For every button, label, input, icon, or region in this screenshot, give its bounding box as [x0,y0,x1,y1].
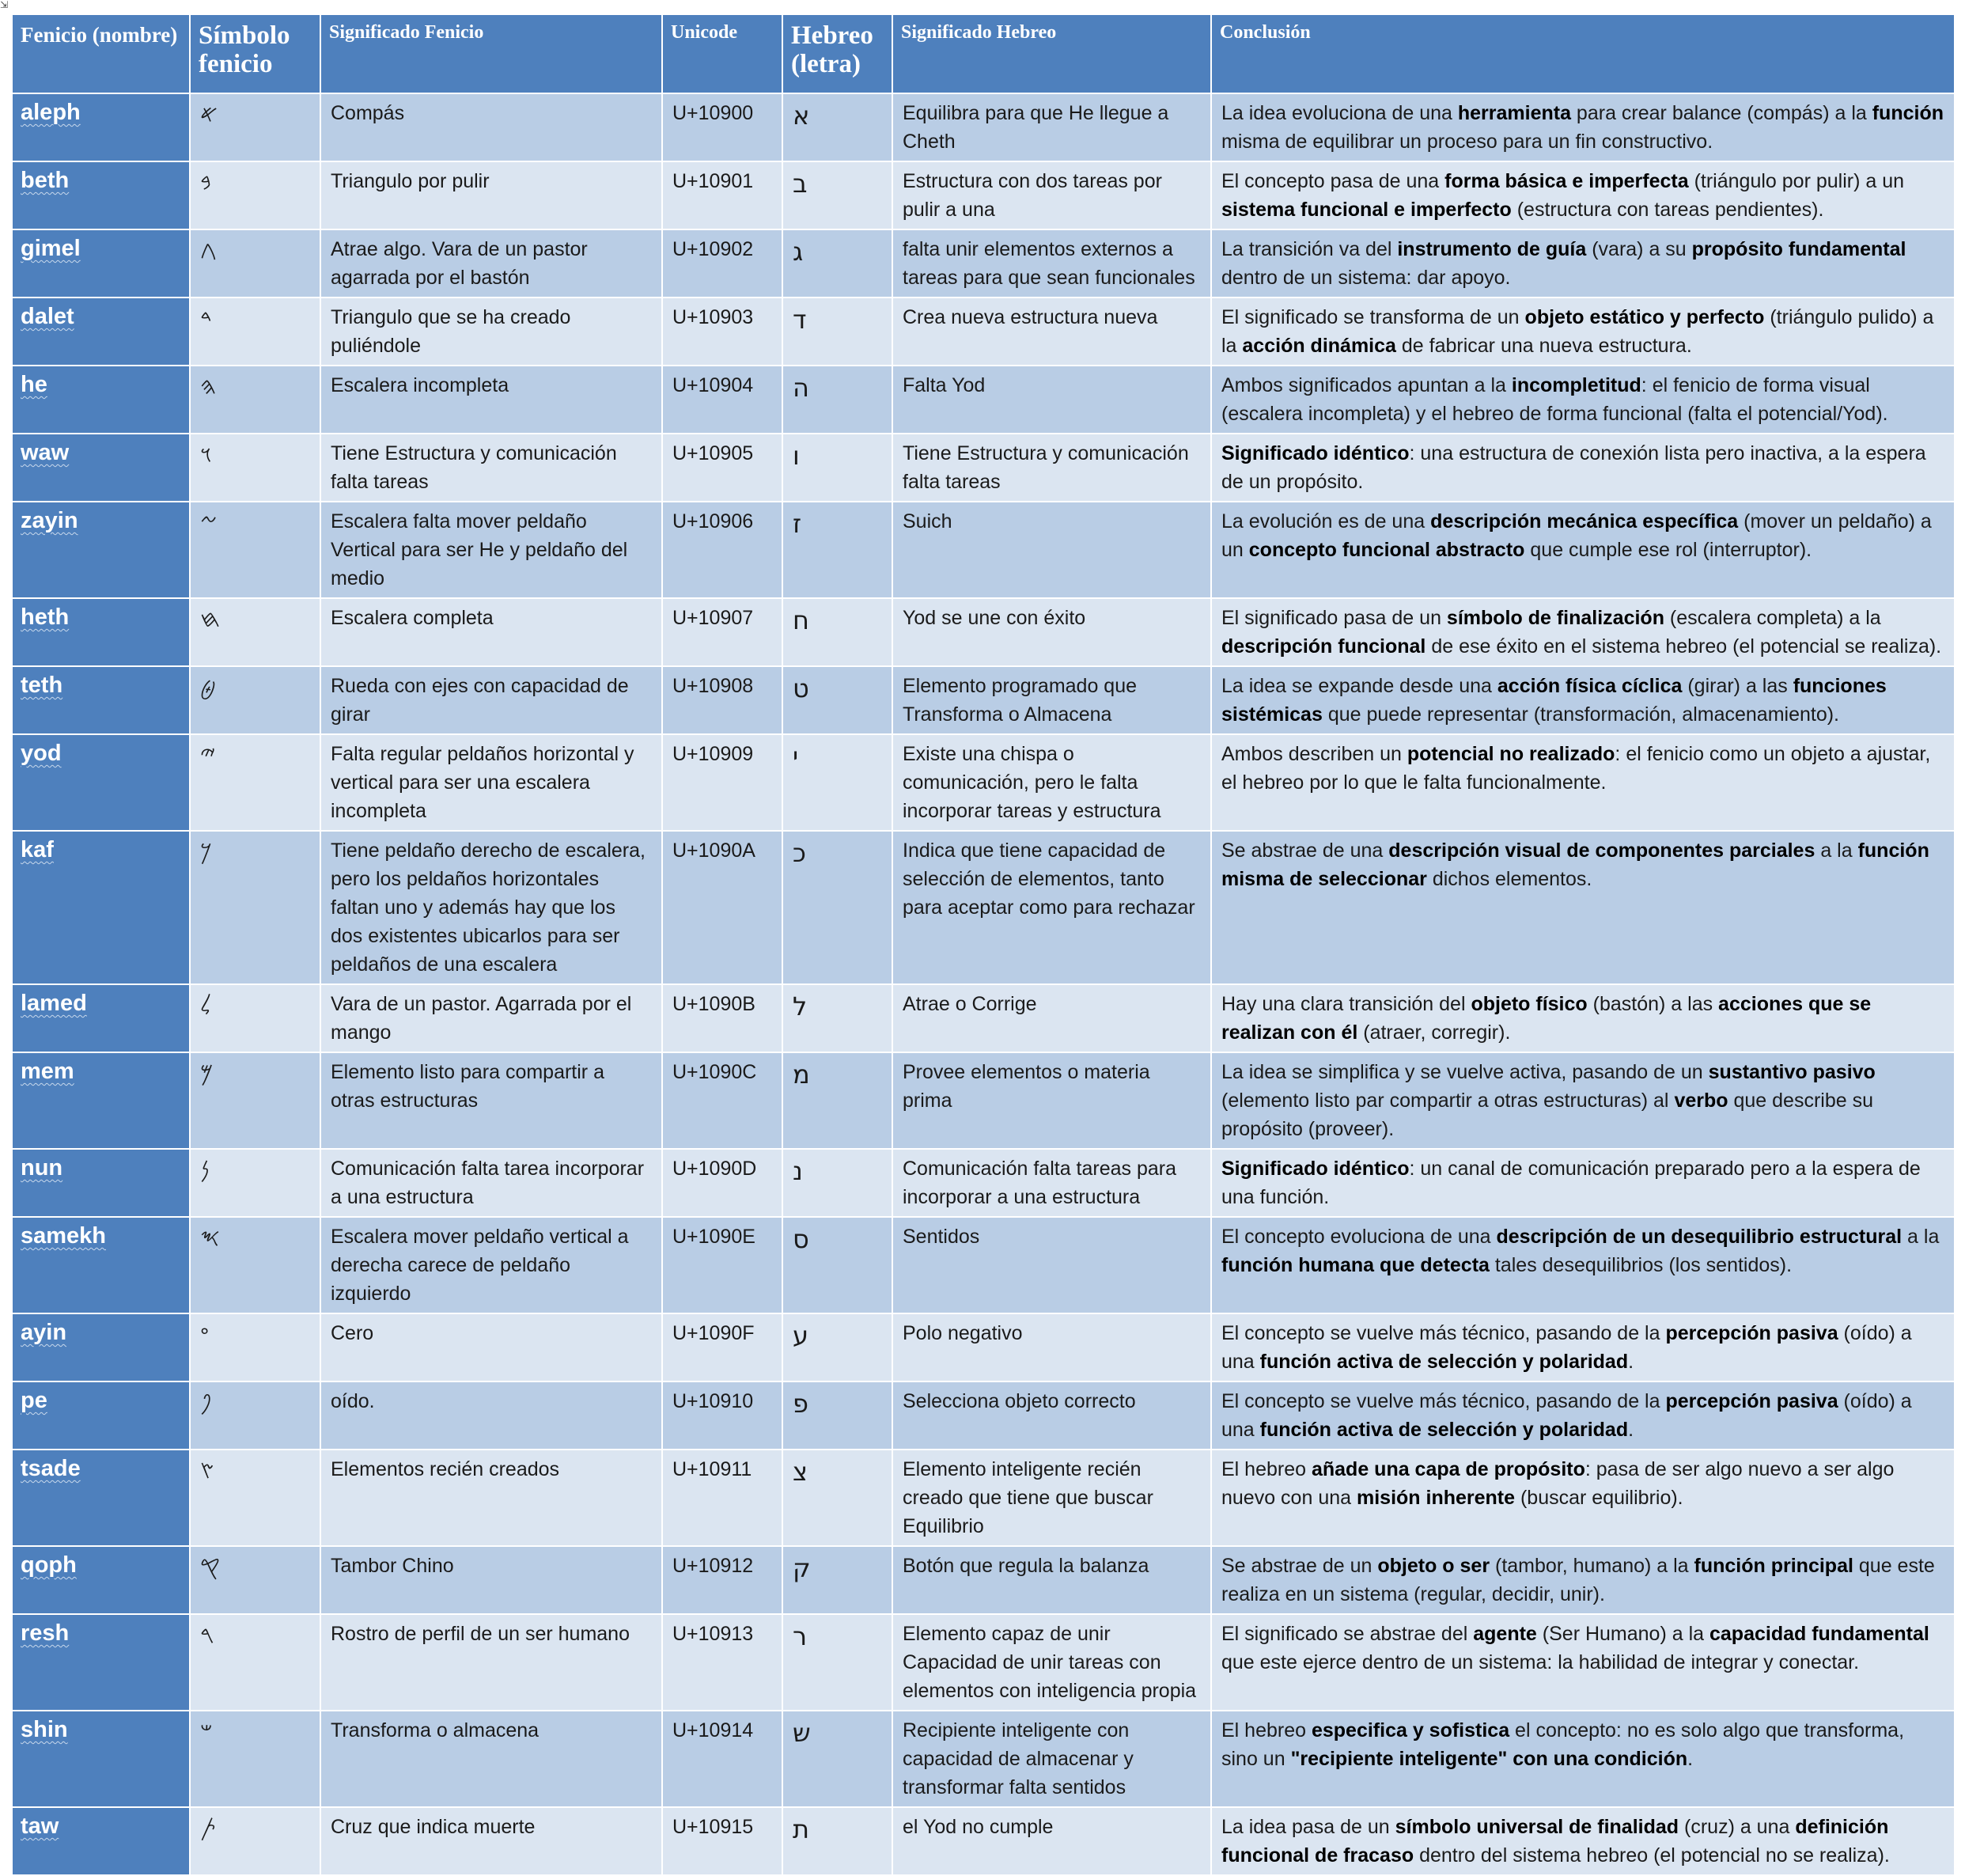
header-row [12,14,1955,93]
hebrew-letter: ש [782,1711,892,1807]
phoenician-name: waw [12,434,190,502]
conclusion-bold-text: sustantivo pasivo [1708,1061,1876,1083]
conclusion [1211,1381,1955,1450]
conclusion [1211,1711,1955,1807]
conclusion-bold-text: descripción funcional [1221,635,1426,658]
phoenician-meaning: Falta regular peldaños horizontal y vertical para ser una escalera incompleta [320,734,662,831]
unicode-code: U+10901 [662,161,782,229]
phoenician-symbol: 𐤒 [190,1546,320,1614]
hebrew-letter: ד [782,298,892,366]
unicode-code: U+10903 [662,298,782,366]
conclusion-text: (girar) a las [1682,675,1793,697]
hebrew-letter: ע [782,1313,892,1381]
conclusion [1211,502,1955,598]
conclusion-bold-text: función activa de selección y polaridad [1259,1419,1629,1441]
conclusion-text: que este realiza en un sistema (regular, decidir, unir). [1221,1555,1935,1605]
conclusion-text: El significado se transforma de un [1221,306,1525,328]
hebrew-letter: פ [782,1381,892,1450]
hebrew-meaning: Comunicación falta tareas para incorporar a una estructura [892,1149,1211,1217]
phoenician-symbol: 𐤇 [190,598,320,666]
conclusion [1211,434,1955,502]
unicode-code: U+1090B [662,984,782,1052]
table-row [12,1614,1955,1711]
conclusion-bold-text: "recipiente inteligente" con una condición [1290,1748,1688,1770]
hebrew-meaning: Equilibra para que He llegue a Cheth [892,93,1211,161]
conclusion [1211,366,1955,434]
hebrew-letter: מ [782,1052,892,1149]
phoenician-symbol: 𐤐 [190,1381,320,1450]
unicode-code: U+10913 [662,1614,782,1711]
hebrew-meaning: Provee elementos o materia prima [892,1052,1211,1149]
conclusion [1211,1149,1955,1217]
phoenician-meaning: Comunicación falta tarea incorporar a una estructura [320,1149,662,1217]
phoenician-meaning: Tiene Estructura y comunicación falta tareas [320,434,662,502]
hebrew-letter: ס [782,1217,892,1313]
table-row [12,1546,1955,1614]
conclusion-text: dentro del sistema hebreo (el potencial no se realiza). [1414,1844,1890,1867]
conclusion-bold-text: función activa de selección y polaridad [1259,1351,1629,1373]
phoenician-symbol: 𐤑 [190,1450,320,1546]
conclusion [1211,298,1955,366]
unicode-code: U+10906 [662,502,782,598]
hebrew-meaning: Estructura con dos tareas por pulir a una [892,161,1211,229]
phoenician-symbol: 𐤏 [190,1313,320,1381]
phoenician-meaning: Escalera incompleta [320,366,662,434]
conclusion-bold-text: potencial no realizado [1407,743,1615,765]
conclusion-text: (Ser Humano) a la [1536,1623,1709,1645]
conclusion-bold-text: percepción pasiva [1665,1390,1838,1412]
conclusion-bold-text: función [1872,102,1944,124]
conclusion-bold-text: Significado idéntico [1221,1158,1410,1180]
conclusion-text: que cumple ese rol (interruptor). [1524,539,1812,561]
hebrew-letter: ט [782,666,892,734]
table-row [12,1052,1955,1149]
phoenician-meaning: Cruz que indica muerte [320,1807,662,1875]
conclusion-text: Ambos describen un [1221,743,1407,765]
hebrew-letter: צ [782,1450,892,1546]
conclusion-bold-text: propósito fundamental [1691,238,1906,260]
conclusion-text: El concepto evoluciona de una [1221,1226,1497,1248]
phoenician-meaning: Rueda con ejes con capacidad de girar [320,666,662,734]
table-row [12,984,1955,1052]
conclusion-text: . [1628,1419,1634,1441]
table-row [12,434,1955,502]
table-row [12,502,1955,598]
conclusion [1211,1217,1955,1313]
header-unicode: Unicode [662,14,782,93]
conclusion-bold-text: incompletitud [1511,374,1641,396]
phoenician-name: zayin [12,502,190,598]
phoenician-name: teth [12,666,190,734]
phoenician-meaning: Triangulo que se ha creado puliéndole [320,298,662,366]
hebrew-letter: ת [782,1807,892,1875]
conclusion-bold-text: símbolo de finalización [1446,607,1664,629]
conclusion-text: La transición va del [1221,238,1398,260]
hebrew-letter: נ [782,1149,892,1217]
hebrew-meaning: Tiene Estructura y comunicación falta tareas [892,434,1211,502]
unicode-code: U+10911 [662,1450,782,1546]
hebrew-letter: כ [782,831,892,984]
hebrew-meaning: Recipiente inteligente con capacidad de almacenar y transformar falta sentidos [892,1711,1211,1807]
phoenician-meaning: Tambor Chino [320,1546,662,1614]
unicode-code: U+1090D [662,1149,782,1217]
table-row [12,1313,1955,1381]
phoenician-name: gimel [12,229,190,298]
conclusion-text: (triángulo pulido) a la [1221,306,1934,357]
header-fenicio-nombre: Fenicio (nombre) [12,14,190,93]
conclusion-text: (vara) a su [1586,238,1692,260]
conclusion-text: (bastón) a las [1587,993,1719,1015]
table-row [12,666,1955,734]
hebrew-meaning: el Yod no cumple [892,1807,1211,1875]
table-move-handle-icon[interactable]: ⇲ [0,0,9,10]
header-conclusion: Conclusión [1211,14,1955,93]
phoenician-meaning: Triangulo por pulir [320,161,662,229]
phoenician-name: tsade [12,1450,190,1546]
conclusion-bold-text: instrumento de guía [1397,238,1587,260]
phoenician-meaning: Escalera mover peldaño vertical a derecha carece de peldaño izquierdo [320,1217,662,1313]
unicode-code: U+1090E [662,1217,782,1313]
phoenician-name: mem [12,1052,190,1149]
conclusion [1211,734,1955,831]
phoenician-name: taw [12,1807,190,1875]
conclusion-bold-text: objeto físico [1471,993,1588,1015]
phoenician-symbol: 𐤉 [190,734,320,831]
table-row [12,161,1955,229]
conclusion-text: el concepto: no es solo algo que transforma, sino un [1221,1719,1905,1770]
phoenician-meaning: Tiene peldaño derecho de escalera, pero los peldaños horizontales faltan uno y además hay que los dos existentes ubicarlos para ser peldaños de una escalera [320,831,662,984]
conclusion-bold-text: definición funcional de fracaso [1221,1816,1889,1867]
conclusion [1211,1614,1955,1711]
conclusion-text: La idea pasa de un [1221,1816,1395,1838]
conclusion-text: : una estructura de conexión lista pero inactiva, a la espera de un propósito. [1221,442,1926,493]
header-significado-hebreo: Significado Hebreo [892,14,1211,93]
conclusion [1211,1313,1955,1381]
hebrew-letter: א [782,93,892,161]
unicode-code: U+10902 [662,229,782,298]
unicode-code: U+1090C [662,1052,782,1149]
conclusion-text: La idea evoluciona de una [1221,102,1458,124]
table-row [12,1450,1955,1546]
hebrew-meaning: Yod se une con éxito [892,598,1211,666]
hebrew-letter: י [782,734,892,831]
conclusion-bold-text: objeto o ser [1377,1555,1490,1577]
table-row [12,598,1955,666]
phoenician-symbol: 𐤁 [190,161,320,229]
phoenician-name: ayin [12,1313,190,1381]
conclusion-text: (atraer, corregir). [1357,1021,1511,1044]
hebrew-letter: ו [782,434,892,502]
hebrew-meaning: Suich [892,502,1211,598]
conclusion [1211,1450,1955,1546]
conclusion-text: dichos elementos. [1426,868,1592,890]
conclusion-text: Se abstrae de un [1221,1555,1378,1577]
conclusion-text: que describe su propósito (proveer). [1221,1090,1873,1140]
phoenician-symbol: 𐤕 [190,1807,320,1875]
hebrew-meaning: Polo negativo [892,1313,1211,1381]
hebrew-letter: ל [782,984,892,1052]
phoenician-meaning: Vara de un pastor. Agarrada por el mango [320,984,662,1052]
conclusion [1211,666,1955,734]
conclusion-text: (escalera completa) a la [1664,607,1881,629]
phoenician-meaning: Elementos recién creados [320,1450,662,1546]
phoenician-name: yod [12,734,190,831]
table-row [12,366,1955,434]
conclusion [1211,161,1955,229]
conclusion-text: (mover un peldaño) a un [1221,510,1932,561]
phoenician-symbol: 𐤃 [190,298,320,366]
phoenician-symbol: 𐤔 [190,1711,320,1807]
phoenician-meaning: Compás [320,93,662,161]
unicode-code: U+1090F [662,1313,782,1381]
conclusion-text: Ambos significados apuntan a la [1221,374,1512,396]
conclusion-bold-text: función misma de seleccionar [1221,839,1929,890]
conclusion-bold-text: descripción de un desequilibrio estructural [1496,1226,1903,1248]
phoenician-name: heth [12,598,190,666]
conclusion-bold-text: capacidad fundamental [1709,1623,1929,1645]
hebrew-meaning: Crea nueva estructura nueva [892,298,1211,366]
phoenician-name: he [12,366,190,434]
table-row [12,1381,1955,1450]
phoenician-meaning: Cero [320,1313,662,1381]
conclusion-bold-text: especifica y sofistica [1311,1719,1510,1741]
hebrew-meaning: Elemento programado que Transforma o Almacena [892,666,1211,734]
conclusion-text: misma de equilibrar un proceso para un fin constructivo. [1221,131,1713,153]
conclusion [1211,831,1955,984]
conclusion [1211,93,1955,161]
header-significado-fenicio: Significado Fenicio [320,14,662,93]
conclusion [1211,984,1955,1052]
conclusion-text: (cruz) a una [1679,1816,1796,1838]
phoenician-name: nun [12,1149,190,1217]
phoenician-name: shin [12,1711,190,1807]
phoenician-name: aleph [12,93,190,161]
hebrew-letter: ז [782,502,892,598]
phoenician-symbol: 𐤎 [190,1217,320,1313]
hebrew-meaning: Sentidos [892,1217,1211,1313]
phoenician-name: pe [12,1381,190,1450]
conclusion-bold-text: acción dinámica [1242,335,1396,357]
table-row [12,1807,1955,1875]
unicode-code: U+10905 [662,434,782,502]
phoenician-symbol: 𐤅 [190,434,320,502]
conclusion-bold-text: función principal [1694,1555,1853,1577]
conclusion-bold-text: descripción mecánica específica [1430,510,1739,532]
phoenician-symbol: 𐤌 [190,1052,320,1149]
conclusion-text: Hay una clara transición del [1221,993,1471,1015]
conclusion-text: (elemento listo par compartir a otras estructuras) al [1221,1090,1675,1112]
conclusion-text: . [1687,1748,1694,1770]
conclusion-bold-text: objeto estático y perfecto [1524,306,1765,328]
conclusion-text: de fabricar una nueva estructura. [1395,335,1692,357]
hebrew-meaning: Falta Yod [892,366,1211,434]
phoenician-name: samekh [12,1217,190,1313]
phoenician-name: resh [12,1614,190,1711]
conclusion-bold-text: Significado idéntico [1221,442,1410,464]
conclusion-bold-text: concepto funcional abstracto [1248,539,1525,561]
phoenician-meaning: Elemento listo para compartir a otras estructuras [320,1052,662,1149]
conclusion-text: : el fenicio de forma visual (escalera incompleta) y el hebreo de forma funcional (falta el potencial/Yod). [1221,374,1888,425]
conclusion-text: (tambor, humano) a la [1490,1555,1694,1577]
unicode-code: U+1090A [662,831,782,984]
unicode-code: U+10915 [662,1807,782,1875]
conclusion-bold-text: descripción visual de componentes parciales [1388,839,1815,862]
conclusion-text: dentro de un sistema: dar apoyo. [1221,267,1511,289]
table-row [12,93,1955,161]
table-row [12,229,1955,298]
phoenician-symbol: 𐤀 [190,93,320,161]
conclusion [1211,1546,1955,1614]
unicode-code: U+10912 [662,1546,782,1614]
hebrew-meaning: Elemento capaz de unir Capacidad de unir tareas con elementos con inteligencia propia [892,1614,1211,1711]
hebrew-meaning: Atrae o Corrige [892,984,1211,1052]
phoenician-meaning: Rostro de perfil de un ser humano [320,1614,662,1711]
conclusion-text: (triángulo por pulir) a un [1688,170,1905,192]
conclusion-text: a la [1902,1226,1940,1248]
conclusion-text: La evolución es de una [1221,510,1431,532]
phoenician-meaning: Escalera falta mover peldaño Vertical para ser He y peldaño del medio [320,502,662,598]
hebrew-meaning: Existe una chispa o comunicación, pero le falta incorporar tareas y estructura [892,734,1211,831]
unicode-code: U+10910 [662,1381,782,1450]
conclusion-text: El hebreo [1221,1458,1312,1480]
conclusion-bold-text: acciones que se realizan con él [1221,993,1872,1044]
conclusion-bold-text: verbo [1674,1090,1728,1112]
hebrew-letter: ק [782,1546,892,1614]
conclusion-text: . [1628,1351,1634,1373]
hebrew-meaning: Selecciona objeto correcto [892,1381,1211,1450]
conclusion-text: (oído) a una [1221,1322,1912,1373]
phoenician-meaning: Transforma o almacena [320,1711,662,1807]
table-row [12,734,1955,831]
conclusion-bold-text: misión inherente [1356,1487,1516,1509]
hebrew-meaning: falta unir elementos externos a tareas para que sean funcionales [892,229,1211,298]
conclusion [1211,1052,1955,1149]
conclusion-text: (oído) a una [1221,1390,1912,1441]
phoenician-symbol: 𐤄 [190,366,320,434]
conclusion-bold-text: símbolo universal de finalidad [1395,1816,1679,1838]
conclusion-text: El concepto se vuelve más técnico, pasando de la [1221,1322,1666,1344]
conclusion [1211,598,1955,666]
table-row [12,1217,1955,1313]
header-hebreo-letra: Hebreo (letra) [782,14,892,93]
conclusion [1211,1807,1955,1875]
conclusion-bold-text: acción física cíclica [1497,675,1683,697]
phoenician-symbol: 𐤆 [190,502,320,598]
conclusion-bold-text: percepción pasiva [1665,1322,1838,1344]
hebrew-letter: ח [782,598,892,666]
phoenician-name: qoph [12,1546,190,1614]
conclusion [1211,229,1955,298]
conclusion-text: Se abstrae de una [1221,839,1389,862]
unicode-code: U+10908 [662,666,782,734]
phoenician-meaning: oído. [320,1381,662,1450]
table-body [12,93,1955,1875]
table-row [12,298,1955,366]
phoenician-symbol: 𐤂 [190,229,320,298]
phoenician-symbol: 𐤋 [190,984,320,1052]
unicode-code: U+10907 [662,598,782,666]
conclusion-text: de ese éxito en el sistema hebreo (el potencial se realiza). [1425,635,1942,658]
unicode-code: U+10900 [662,93,782,161]
conclusion-text: El hebreo [1221,1719,1312,1741]
conclusion-text: El significado se abstrae del [1221,1623,1474,1645]
hebrew-letter: ה [782,366,892,434]
hebrew-meaning: Botón que regula la balanza [892,1546,1211,1614]
conclusion-bold-text: funciones sistémicas [1221,675,1887,726]
unicode-code: U+10904 [662,366,782,434]
hebrew-letter: ג [782,229,892,298]
conclusion-text: : el fenicio como un objeto a ajustar, el hebreo por lo que le falta funcionalmente. [1221,743,1931,794]
conclusion-text: : pasa de ser algo nuevo a ser algo nuevo con una [1221,1458,1895,1509]
phoenician-symbol: 𐤈 [190,666,320,734]
phoenician-name: lamed [12,984,190,1052]
phoenician-symbol: 𐤍 [190,1149,320,1217]
conclusion-text: La idea se simplifica y se vuelve activa, pasando de un [1221,1061,1709,1083]
conclusion-text: a la [1815,839,1858,862]
table-row [12,831,1955,984]
conclusion-bold-text: forma básica e imperfecta [1444,170,1689,192]
phoenician-meaning: Escalera completa [320,598,662,666]
conclusion-bold-text: función humana que detecta [1221,1254,1490,1276]
conclusion-bold-text: añade una capa de propósito [1311,1458,1585,1480]
phoenician-hebrew-table [11,13,1956,1876]
conclusion-bold-text: herramienta [1457,102,1571,124]
phoenician-name: kaf [12,831,190,984]
conclusion-text: La idea se expande desde una [1221,675,1497,697]
unicode-code: U+10909 [662,734,782,831]
phoenician-symbol: 𐤓 [190,1614,320,1711]
phoenician-name: dalet [12,298,190,366]
unicode-code: U+10914 [662,1711,782,1807]
conclusion-text: : un canal de comunicación preparado pero a la espera de una función. [1221,1158,1921,1208]
hebrew-meaning: Indica que tiene capacidad de selección de elementos, tanto para aceptar como para rechazar [892,831,1211,984]
table-row [12,1149,1955,1217]
conclusion-text: (estructura con tareas pendientes). [1511,199,1824,221]
conclusion-text: para crear balance (compás) a la [1570,102,1872,124]
conclusion-text: tales desequilibrios (los sentidos). [1489,1254,1793,1276]
conclusion-bold-text: sistema funcional e imperfecto [1221,199,1512,221]
conclusion-text: El significado pasa de un [1221,607,1447,629]
header-simbolo-fenicio: Símbolo fenicio [190,14,320,93]
conclusion-text: El concepto pasa de una [1221,170,1445,192]
conclusion-bold-text: agente [1473,1623,1537,1645]
hebrew-letter: ר [782,1614,892,1711]
conclusion-text: El concepto se vuelve más técnico, pasando de la [1221,1390,1666,1412]
phoenician-meaning: Atrae algo. Vara de un pastor agarrada por el bastón [320,229,662,298]
conclusion-text: que puede representar (transformación, almacenamiento). [1322,703,1839,726]
table-row [12,1711,1955,1807]
hebrew-letter: ב [782,161,892,229]
phoenician-symbol: 𐤊 [190,831,320,984]
hebrew-meaning: Elemento inteligente recién creado que tiene que buscar Equilibrio [892,1450,1211,1546]
conclusion-text: que este ejerce dentro de un sistema: la habilidad de integrar y conectar. [1221,1651,1860,1673]
phoenician-name: beth [12,161,190,229]
conclusion-text: (buscar equilibrio). [1515,1487,1683,1509]
